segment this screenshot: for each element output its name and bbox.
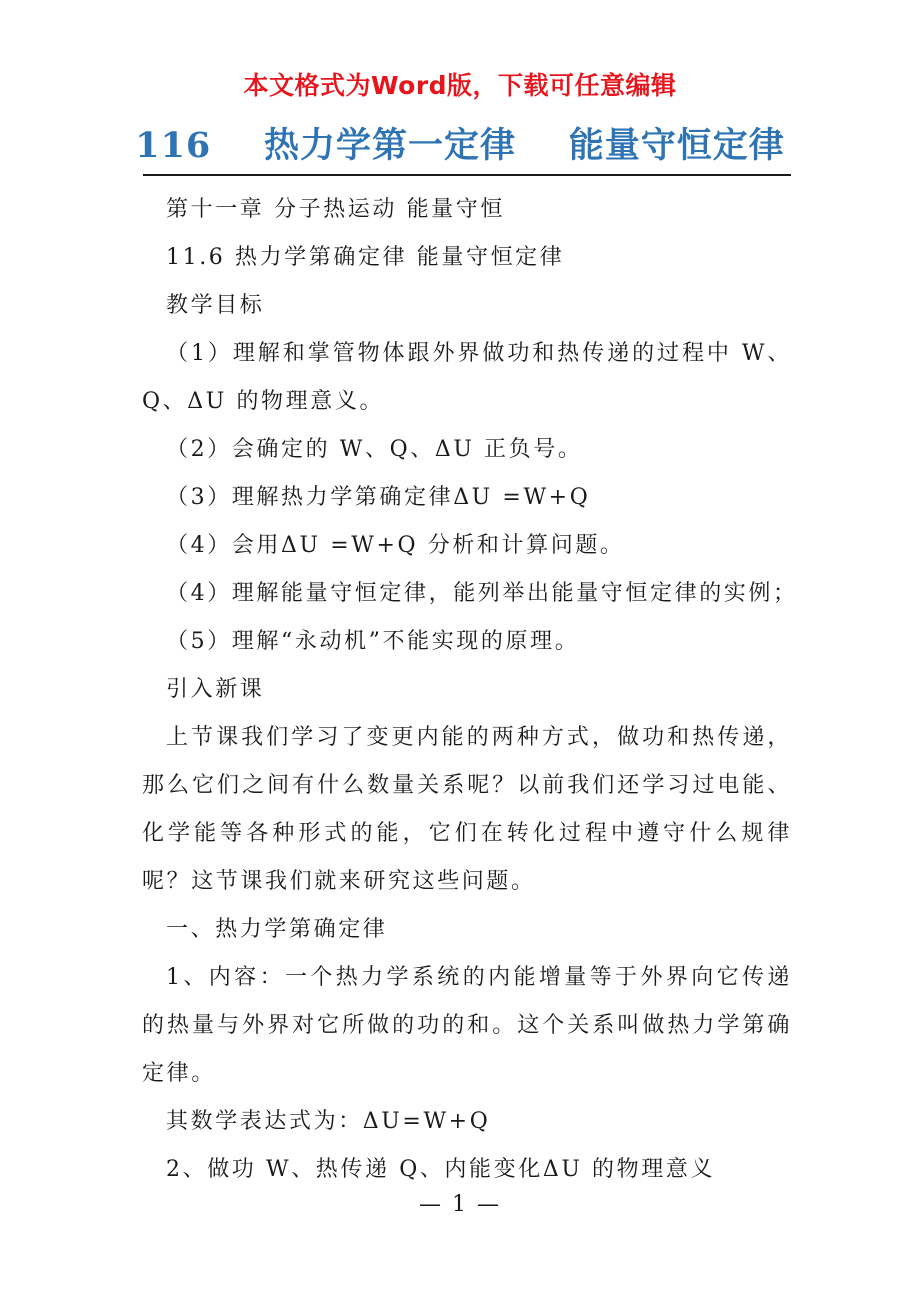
formula-line: 其数学表达式为：ΔU=W+Q [166,1109,491,1134]
intro-heading: 引入新课 [166,677,265,702]
first-law-content: 1、内容：一个热力学系统的内能增量等于外界向它传递的热量与外界对它所做的功的和。这个关系叫做热力学第确定律。 [142,965,792,1086]
goal-item-2: （2）会确定的 W、Q、ΔU 正负号。 [166,437,583,462]
physical-meaning-heading: 2、做功 W、热传递 Q、内能变化ΔU 的物理意义 [166,1157,716,1182]
goal-item-1: （1）理解和掌管物体跟外界做功和热传递的过程中 W、Q、ΔU 的物理意义。 [142,341,792,414]
goal-item-4: （4）会用ΔU =W+Q 分析和计算问题。 [166,533,625,558]
title-divider [143,174,791,176]
first-law-heading: 一、热力学第确定律 [166,917,388,942]
document-title: 116 热力学第一定律 能量守恒定律 [135,125,785,166]
intro-paragraph: 上节课我们学习了变更内能的两种方式，做功和热传递，那么它们之间有什么数量关系呢？以前我们还学习过电能、化学能等各种形式的能，它们在转化过程中遵守什么规律呢？这节课我们就来研究这些问题。 [142,725,792,894]
goal-item-3: （3）理解热力学第确定律ΔU =W+Q [166,485,591,510]
goal-item-6: （5）理解“永动机”不能实现的原理。 [166,629,580,654]
section-heading: 11.6 热力学第确定律 能量守恒定律 [166,245,565,270]
chapter-heading: 第十一章 分子热运动 能量守恒 [166,197,505,222]
teaching-goals-heading: 教学目标 [166,293,265,318]
page-number: — 1 — [419,1192,501,1217]
goal-item-5: （4）理解能量守恒定律，能列举出能量守恒定律的实例； [166,581,798,606]
word-format-banner: 本文格式为Word版，下载可任意编辑 [243,71,677,100]
document-body [142,186,798,1194]
